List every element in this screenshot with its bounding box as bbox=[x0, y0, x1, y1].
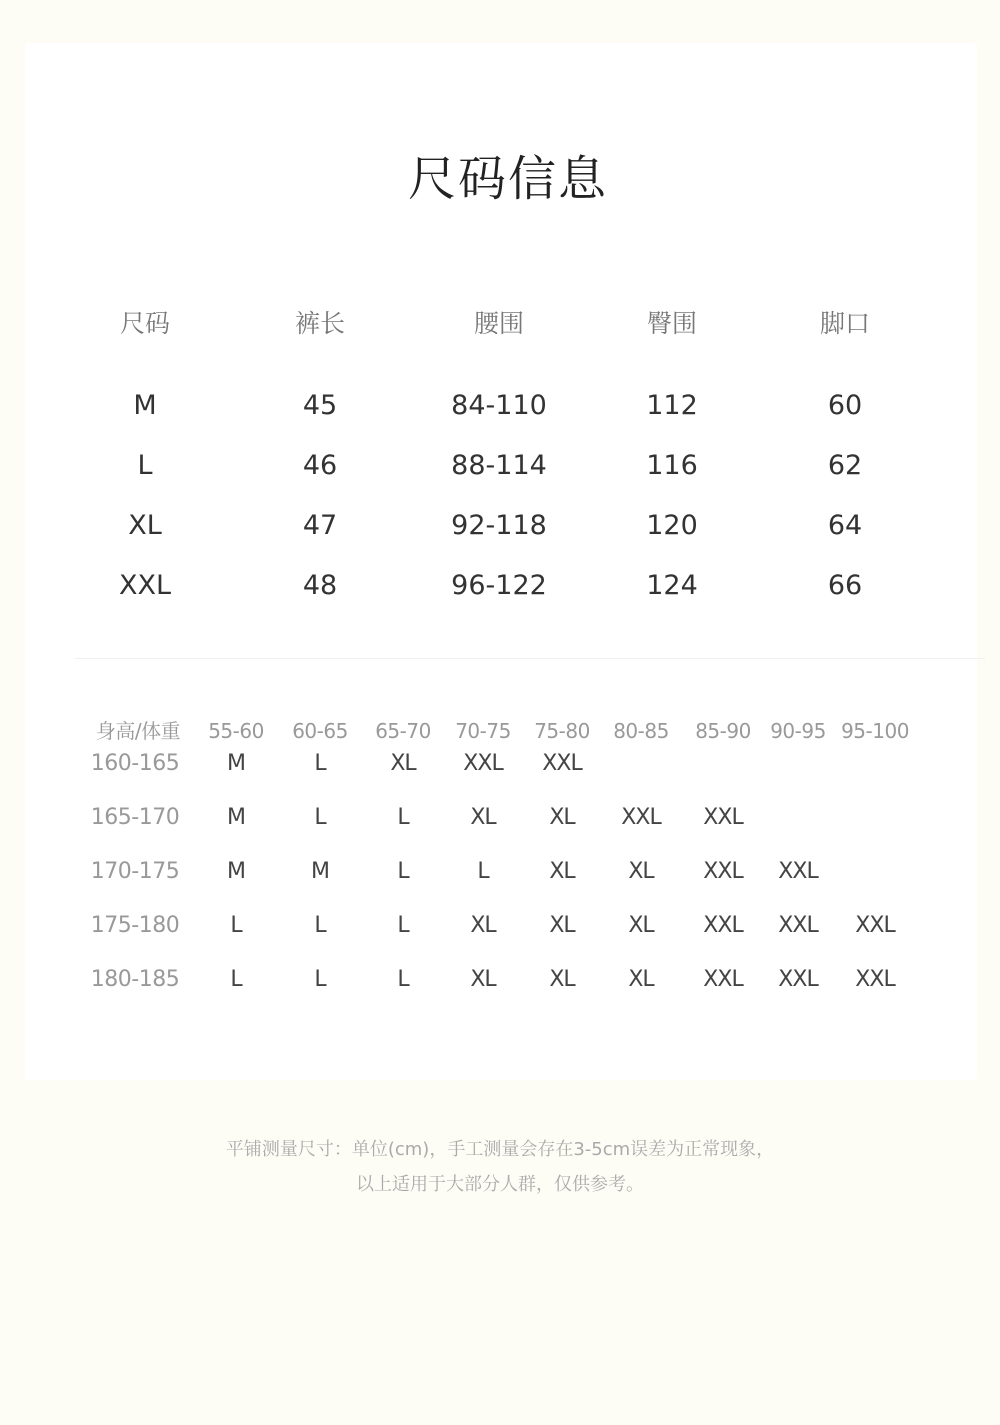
fit-table-size-cell: XL bbox=[628, 913, 654, 938]
size-table-cell: 116 bbox=[646, 450, 698, 481]
fit-table-size-cell: XXL bbox=[855, 967, 895, 992]
fit-table-weight-header: 60-65 bbox=[292, 719, 348, 743]
size-table-cell: 120 bbox=[646, 510, 698, 541]
size-table-size-label: M bbox=[133, 390, 157, 421]
fit-table-weight-header: 90-95 bbox=[770, 719, 826, 743]
fit-table-size-cell: XL bbox=[628, 967, 654, 992]
size-table-cell: 84-110 bbox=[451, 390, 547, 421]
fit-table-height-label: 180-185 bbox=[90, 967, 180, 992]
fit-table-size-cell: XL bbox=[470, 913, 496, 938]
fit-table-size-cell: L bbox=[397, 859, 409, 884]
size-table-header: 腰围 bbox=[473, 309, 525, 338]
size-table-cell: 88-114 bbox=[451, 450, 547, 481]
fit-table-size-cell: M bbox=[227, 751, 245, 776]
fit-table-size-cell: L bbox=[230, 913, 242, 938]
fit-table-weight-header: 55-60 bbox=[208, 719, 264, 743]
fit-table-weight-header: 70-75 bbox=[455, 719, 511, 743]
fit-table-size-cell: XL bbox=[390, 751, 416, 776]
fit-table-size-cell: L bbox=[397, 913, 409, 938]
fit-table-size-cell: L bbox=[314, 805, 326, 830]
section-divider bbox=[75, 658, 985, 659]
size-table-size-label: XL bbox=[128, 510, 162, 541]
size-table-cell: 47 bbox=[302, 510, 338, 541]
fit-table-weight-header: 85-90 bbox=[695, 719, 751, 743]
fit-table-size-cell: XXL bbox=[703, 859, 743, 884]
fit-table-size-cell: M bbox=[227, 859, 245, 884]
fit-table-height-label: 175-180 bbox=[90, 913, 180, 938]
size-table-cell: 64 bbox=[827, 510, 863, 541]
fit-table-size-cell: XL bbox=[549, 805, 575, 830]
size-table-header: 尺码 bbox=[119, 309, 171, 338]
fit-table-size-cell: L bbox=[314, 751, 326, 776]
size-table-size-label: XXL bbox=[118, 570, 172, 601]
size-table-cell: 92-118 bbox=[451, 510, 547, 541]
size-table-cell: 46 bbox=[302, 450, 338, 481]
size-table-cell: 66 bbox=[827, 570, 863, 601]
fit-table-weight-header: 75-80 bbox=[534, 719, 590, 743]
size-table-cell: 48 bbox=[302, 570, 338, 601]
fit-table-size-cell: XL bbox=[470, 967, 496, 992]
fit-table-corner-label: 身高/体重 bbox=[95, 719, 181, 743]
fit-table-size-cell: XL bbox=[549, 967, 575, 992]
fit-table-size-cell: L bbox=[314, 913, 326, 938]
fit-table-size-cell: XL bbox=[628, 859, 654, 884]
fit-table-height-label: 165-170 bbox=[90, 805, 180, 830]
fit-table-size-cell: L bbox=[477, 859, 489, 884]
fit-table-size-cell: XXL bbox=[703, 967, 743, 992]
fit-table-size-cell: XXL bbox=[542, 751, 582, 776]
fit-table-size-cell: L bbox=[314, 967, 326, 992]
size-table-cell: 45 bbox=[302, 390, 338, 421]
fit-table-size-cell: XXL bbox=[778, 859, 818, 884]
size-table-cell: 62 bbox=[827, 450, 863, 481]
size-table-cell: 60 bbox=[827, 390, 863, 421]
fit-table-size-cell: L bbox=[230, 967, 242, 992]
size-table-header: 裤长 bbox=[294, 309, 346, 338]
fit-table-size-cell: L bbox=[397, 967, 409, 992]
size-table-header: 臀围 bbox=[646, 309, 698, 338]
size-table-cell: 124 bbox=[646, 570, 698, 601]
reference-note: 以上适用于大部分人群，仅供参考。 bbox=[356, 1174, 644, 1195]
fit-table-size-cell: XXL bbox=[703, 805, 743, 830]
fit-table-size-cell: XXL bbox=[778, 967, 818, 992]
fit-table-size-cell: M bbox=[311, 859, 329, 884]
measurement-note: 平铺测量尺寸：单位(cm)，手工测量会存在3-5cm误差为正常现象， bbox=[225, 1139, 775, 1160]
fit-table-size-cell: XL bbox=[549, 913, 575, 938]
size-table-cell: 96-122 bbox=[451, 570, 547, 601]
fit-table-weight-header: 65-70 bbox=[375, 719, 431, 743]
fit-table-size-cell: XXL bbox=[463, 751, 503, 776]
fit-table-size-cell: M bbox=[227, 805, 245, 830]
fit-table-size-cell: L bbox=[397, 805, 409, 830]
size-table-size-label: L bbox=[137, 450, 153, 481]
fit-table-size-cell: XXL bbox=[778, 913, 818, 938]
page-title: 尺码信息 bbox=[407, 151, 608, 207]
fit-table-height-label: 170-175 bbox=[90, 859, 180, 884]
fit-table-size-cell: XL bbox=[549, 859, 575, 884]
fit-table-weight-header: 80-85 bbox=[613, 719, 669, 743]
fit-table-weight-header: 95-100 bbox=[841, 719, 909, 743]
fit-table-size-cell: XXL bbox=[703, 913, 743, 938]
fit-table-size-cell: XL bbox=[470, 805, 496, 830]
fit-table-height-label: 160-165 bbox=[90, 751, 180, 776]
size-info-card bbox=[25, 43, 977, 1080]
size-table-cell: 112 bbox=[646, 390, 698, 421]
fit-table-size-cell: XXL bbox=[621, 805, 661, 830]
size-table-header: 脚口 bbox=[819, 309, 871, 338]
fit-table-size-cell: XXL bbox=[855, 913, 895, 938]
